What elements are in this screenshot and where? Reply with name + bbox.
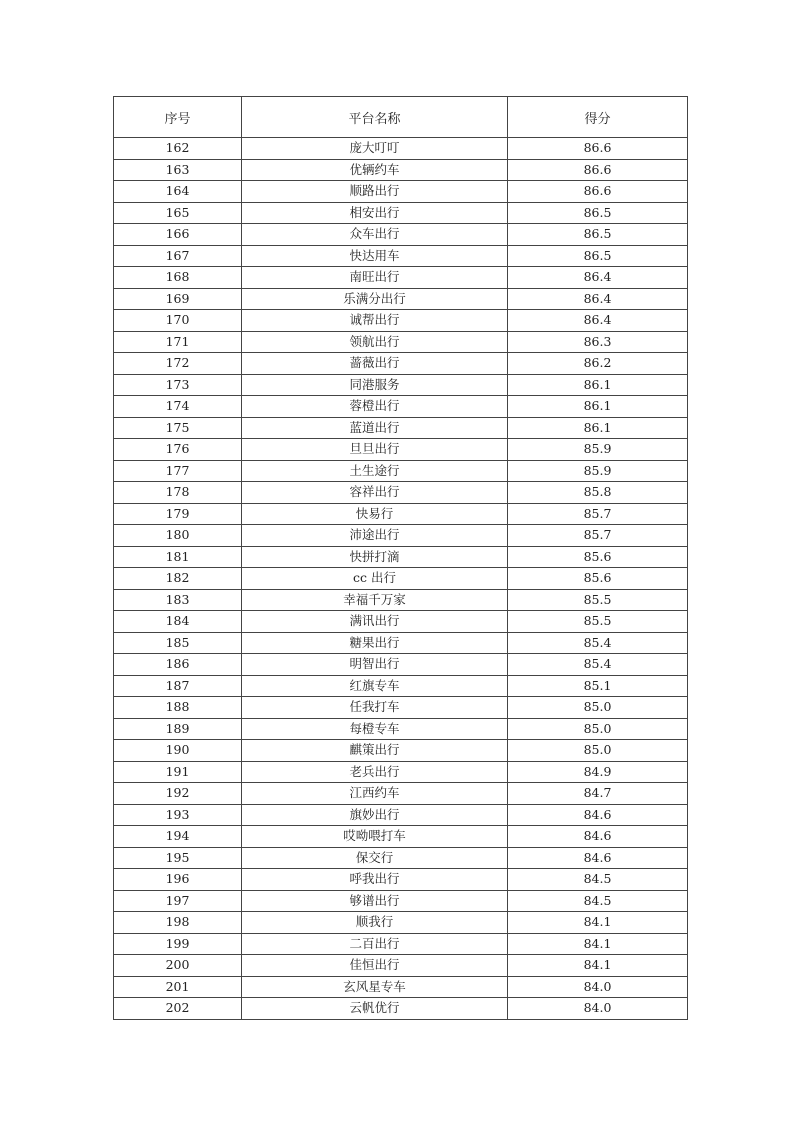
cell-serial-number: 187 — [114, 675, 242, 697]
cell-platform-name: 蓉橙出行 — [242, 396, 508, 418]
cell-platform-name: 乐满分出行 — [242, 288, 508, 310]
cell-score: 84.5 — [508, 890, 688, 912]
table-row — [114, 568, 688, 590]
cell-serial-number: 176 — [114, 439, 242, 461]
cell-platform-name: 相安出行 — [242, 202, 508, 224]
cell-score: 86.2 — [508, 353, 688, 375]
cell-score: 86.1 — [508, 396, 688, 418]
cell-platform-name: 够谱出行 — [242, 890, 508, 912]
table-row — [114, 804, 688, 826]
table-row — [114, 224, 688, 246]
cell-platform-name: 容祥出行 — [242, 482, 508, 504]
cell-serial-number: 195 — [114, 847, 242, 869]
table-row — [114, 847, 688, 869]
cell-platform-name: 土生途行 — [242, 460, 508, 482]
cell-score: 84.7 — [508, 783, 688, 805]
table-row — [114, 374, 688, 396]
cell-score: 85.6 — [508, 546, 688, 568]
cell-serial-number: 188 — [114, 697, 242, 719]
cell-score: 85.0 — [508, 697, 688, 719]
table-row — [114, 761, 688, 783]
table-row — [114, 503, 688, 525]
platform-score-table — [113, 96, 688, 1020]
cell-platform-name: 麒策出行 — [242, 740, 508, 762]
table-row — [114, 525, 688, 547]
table-row — [114, 589, 688, 611]
cell-score: 86.5 — [508, 245, 688, 267]
cell-score: 86.6 — [508, 159, 688, 181]
cell-serial-number: 168 — [114, 267, 242, 289]
cell-serial-number: 186 — [114, 654, 242, 676]
table-row — [114, 826, 688, 848]
table-row — [114, 245, 688, 267]
cell-serial-number: 202 — [114, 998, 242, 1020]
cell-platform-name: cc 出行 — [242, 568, 508, 590]
cell-score: 86.5 — [508, 202, 688, 224]
table-row — [114, 331, 688, 353]
cell-score: 85.1 — [508, 675, 688, 697]
cell-score: 85.0 — [508, 718, 688, 740]
table-header-row — [114, 97, 688, 138]
cell-score: 85.6 — [508, 568, 688, 590]
cell-score: 84.6 — [508, 847, 688, 869]
cell-platform-name: 每橙专车 — [242, 718, 508, 740]
table-row — [114, 890, 688, 912]
cell-serial-number: 180 — [114, 525, 242, 547]
table-row — [114, 998, 688, 1020]
cell-platform-name: 蓝道出行 — [242, 417, 508, 439]
table-row — [114, 396, 688, 418]
cell-score: 85.4 — [508, 632, 688, 654]
cell-serial-number: 170 — [114, 310, 242, 332]
cell-score: 86.4 — [508, 288, 688, 310]
table-row — [114, 310, 688, 332]
cell-platform-name: 优辆约车 — [242, 159, 508, 181]
cell-score: 85.4 — [508, 654, 688, 676]
cell-score: 84.1 — [508, 955, 688, 977]
cell-score: 84.1 — [508, 912, 688, 934]
table-row — [114, 654, 688, 676]
cell-serial-number: 182 — [114, 568, 242, 590]
table-row — [114, 718, 688, 740]
cell-platform-name: 快拼打滴 — [242, 546, 508, 568]
cell-serial-number: 163 — [114, 159, 242, 181]
header-platform-name: 平台名称 — [242, 97, 508, 138]
cell-score: 85.5 — [508, 611, 688, 633]
table-row — [114, 288, 688, 310]
cell-platform-name: 老兵出行 — [242, 761, 508, 783]
cell-platform-name: 幸福千万家 — [242, 589, 508, 611]
table-row — [114, 933, 688, 955]
cell-platform-name: 庞大叮叮 — [242, 138, 508, 160]
cell-platform-name: 诚帮出行 — [242, 310, 508, 332]
cell-score: 85.8 — [508, 482, 688, 504]
table-row — [114, 912, 688, 934]
table-row — [114, 976, 688, 998]
cell-serial-number: 178 — [114, 482, 242, 504]
cell-platform-name: 蔷薇出行 — [242, 353, 508, 375]
cell-serial-number: 198 — [114, 912, 242, 934]
cell-serial-number: 171 — [114, 331, 242, 353]
cell-serial-number: 185 — [114, 632, 242, 654]
table-row — [114, 159, 688, 181]
cell-serial-number: 172 — [114, 353, 242, 375]
table-body — [114, 138, 688, 1020]
cell-serial-number: 191 — [114, 761, 242, 783]
table-row — [114, 482, 688, 504]
cell-platform-name: 明智出行 — [242, 654, 508, 676]
table-row — [114, 955, 688, 977]
cell-serial-number: 183 — [114, 589, 242, 611]
cell-score: 84.9 — [508, 761, 688, 783]
cell-serial-number: 184 — [114, 611, 242, 633]
table-row — [114, 202, 688, 224]
table-row — [114, 460, 688, 482]
cell-platform-name: 哎呦喂打车 — [242, 826, 508, 848]
cell-score: 86.6 — [508, 181, 688, 203]
table-row — [114, 353, 688, 375]
table-row — [114, 546, 688, 568]
table-row — [114, 138, 688, 160]
cell-serial-number: 162 — [114, 138, 242, 160]
cell-serial-number: 194 — [114, 826, 242, 848]
cell-platform-name: 众车出行 — [242, 224, 508, 246]
cell-score: 84.1 — [508, 933, 688, 955]
table-row — [114, 417, 688, 439]
cell-score: 85.5 — [508, 589, 688, 611]
table-row — [114, 783, 688, 805]
table-row — [114, 267, 688, 289]
cell-platform-name: 旦旦出行 — [242, 439, 508, 461]
cell-platform-name: 南旺出行 — [242, 267, 508, 289]
cell-serial-number: 167 — [114, 245, 242, 267]
cell-platform-name: 领航出行 — [242, 331, 508, 353]
cell-serial-number: 169 — [114, 288, 242, 310]
cell-serial-number: 192 — [114, 783, 242, 805]
cell-platform-name: 呼我出行 — [242, 869, 508, 891]
cell-platform-name: 顺我行 — [242, 912, 508, 934]
cell-score: 84.0 — [508, 976, 688, 998]
cell-platform-name: 玄风星专车 — [242, 976, 508, 998]
cell-serial-number: 165 — [114, 202, 242, 224]
cell-score: 85.0 — [508, 740, 688, 762]
cell-serial-number: 199 — [114, 933, 242, 955]
cell-serial-number: 189 — [114, 718, 242, 740]
table-row — [114, 181, 688, 203]
cell-platform-name: 快易行 — [242, 503, 508, 525]
table-row — [114, 740, 688, 762]
cell-score: 86.3 — [508, 331, 688, 353]
header-score: 得分 — [508, 97, 688, 138]
cell-platform-name: 同港服务 — [242, 374, 508, 396]
cell-platform-name: 二百出行 — [242, 933, 508, 955]
cell-score: 85.9 — [508, 460, 688, 482]
cell-platform-name: 保交行 — [242, 847, 508, 869]
cell-platform-name: 旗妙出行 — [242, 804, 508, 826]
cell-score: 86.4 — [508, 310, 688, 332]
cell-score: 86.5 — [508, 224, 688, 246]
table-row — [114, 869, 688, 891]
cell-score: 84.5 — [508, 869, 688, 891]
cell-serial-number: 164 — [114, 181, 242, 203]
table-row — [114, 632, 688, 654]
cell-serial-number: 166 — [114, 224, 242, 246]
cell-serial-number: 177 — [114, 460, 242, 482]
cell-score: 84.6 — [508, 826, 688, 848]
cell-platform-name: 顺路出行 — [242, 181, 508, 203]
cell-serial-number: 174 — [114, 396, 242, 418]
cell-serial-number: 190 — [114, 740, 242, 762]
table-row — [114, 697, 688, 719]
cell-score: 86.1 — [508, 374, 688, 396]
cell-serial-number: 196 — [114, 869, 242, 891]
table-row — [114, 611, 688, 633]
cell-platform-name: 任我打车 — [242, 697, 508, 719]
header-serial-number: 序号 — [114, 97, 242, 138]
cell-platform-name: 沛途出行 — [242, 525, 508, 547]
cell-score: 84.6 — [508, 804, 688, 826]
cell-score: 86.1 — [508, 417, 688, 439]
cell-score: 84.0 — [508, 998, 688, 1020]
cell-serial-number: 200 — [114, 955, 242, 977]
cell-platform-name: 红旗专车 — [242, 675, 508, 697]
table-row — [114, 675, 688, 697]
cell-platform-name: 云帆优行 — [242, 998, 508, 1020]
cell-platform-name: 江西约车 — [242, 783, 508, 805]
cell-serial-number: 173 — [114, 374, 242, 396]
cell-score: 85.7 — [508, 525, 688, 547]
table-row — [114, 439, 688, 461]
cell-platform-name: 糖果出行 — [242, 632, 508, 654]
cell-serial-number: 181 — [114, 546, 242, 568]
cell-serial-number: 175 — [114, 417, 242, 439]
cell-serial-number: 201 — [114, 976, 242, 998]
cell-score: 85.9 — [508, 439, 688, 461]
cell-platform-name: 快达用车 — [242, 245, 508, 267]
cell-platform-name: 佳恒出行 — [242, 955, 508, 977]
cell-score: 85.7 — [508, 503, 688, 525]
cell-platform-name: 满讯出行 — [242, 611, 508, 633]
cell-score: 86.4 — [508, 267, 688, 289]
cell-score: 86.6 — [508, 138, 688, 160]
cell-serial-number: 197 — [114, 890, 242, 912]
cell-serial-number: 179 — [114, 503, 242, 525]
cell-serial-number: 193 — [114, 804, 242, 826]
